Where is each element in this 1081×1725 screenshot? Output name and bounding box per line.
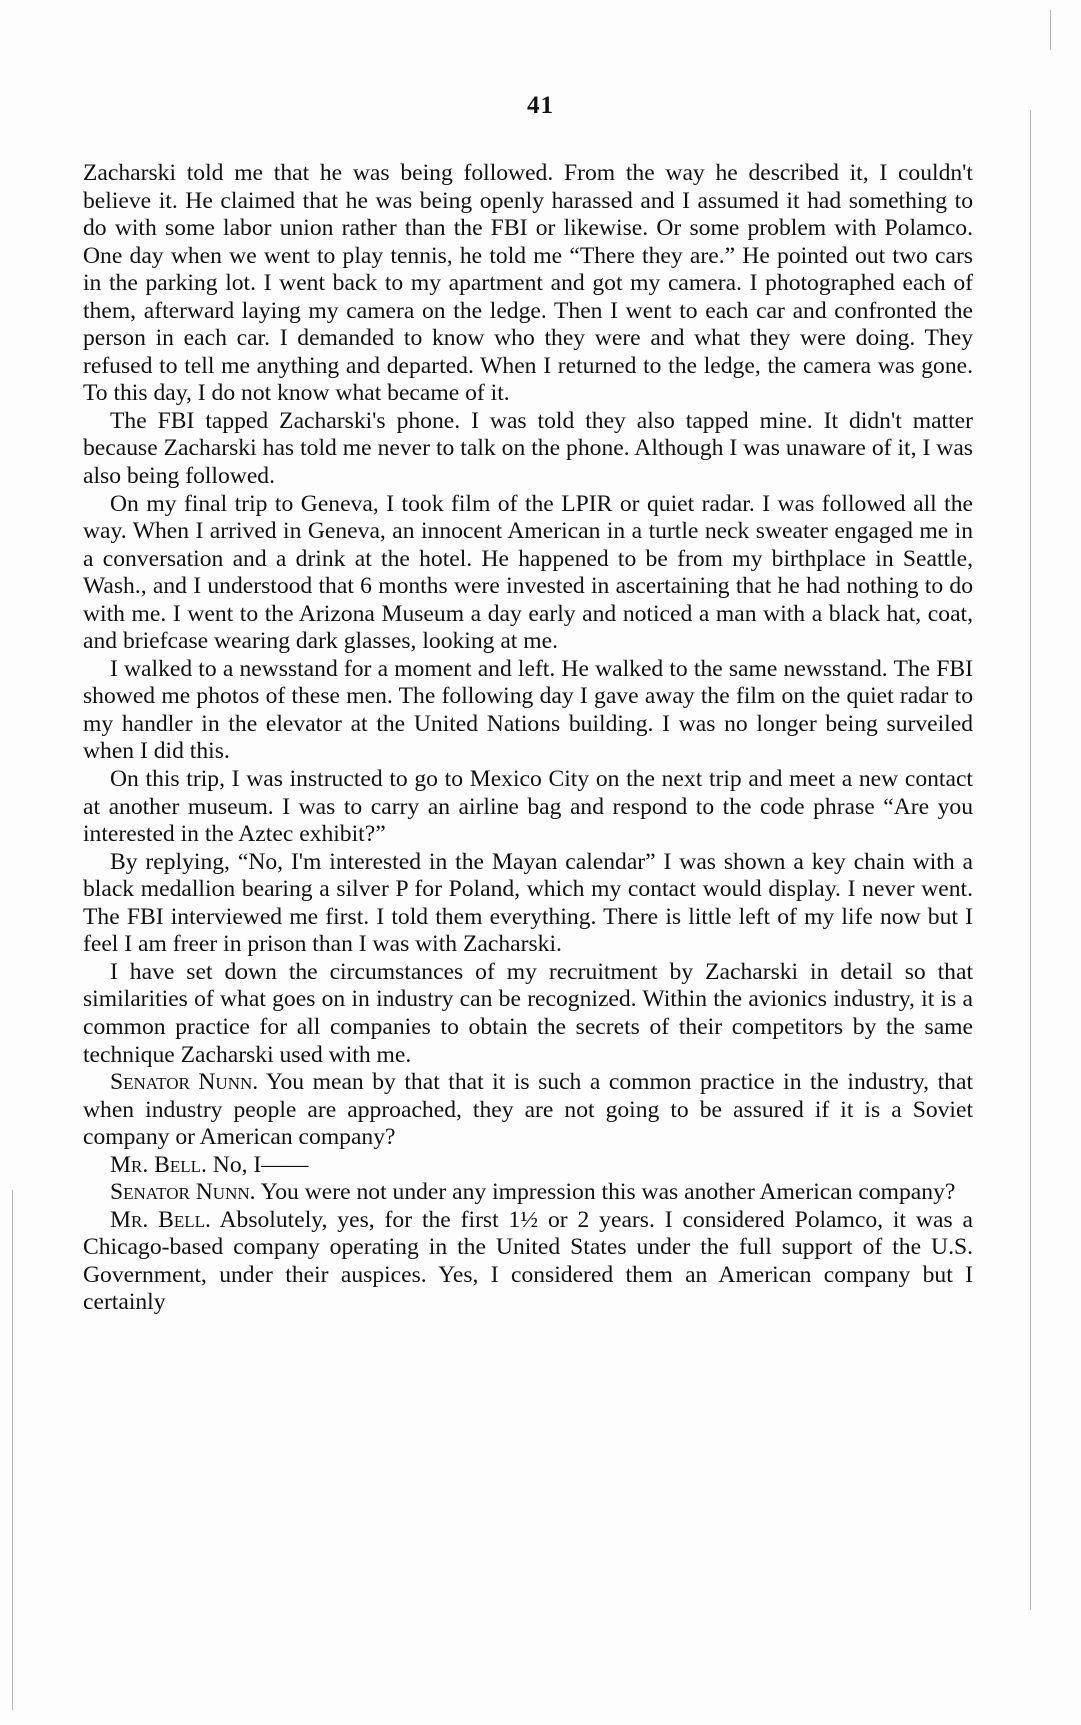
dialogue-paragraph [83,1069,973,1152]
dialogue-paragraph [83,1152,973,1180]
paragraph: By replying, “No, I'm interested in the Mayan calendar” I was shown a key chain with a black medallion bearing a silver P for Poland, which my contact would display. I never went. The FBI interviewed me first. I told them everything. There is little left of my life now but I feel I am freer in prison than I was with Zacharski. [83,848,973,958]
paragraph: On my final trip to Geneva, I took film of the LPIR or quiet radar. I was followed all the way. When I arrived in Geneva, an innocent American in a turtle neck sweater engaged me in a conversation and a drink at the hotel. He happened to be from my birthplace in Seattle, Wash., and I understood that 6 months were invested in ascertaining that he had nothing to do with me. I went to the Arizona Museum a day early and noticed a man with a black hat, coat, and briefcase wearing dark glasses, looking at me. [83,490,973,655]
dialogue-paragraph [83,1207,973,1317]
speaker-name: Mr. Bell. [110,1206,211,1233]
dialogue-paragraph [83,1179,973,1207]
page-number: 41 [527,92,554,119]
paragraph: I have set down the circumstances of my recruitment by Zacharski in detail so that similarities of what goes on in industry can be recognized. Within the avionics industry, it is a common practice for all companies to obtain the secrets of their competitors by the same technique Zacharski used with me. [83,958,973,1068]
speaker-name: Mr. Bell. [110,1151,207,1178]
speech-text: You mean by that that it is such a common practice in the industry, that when industry people are approached, they are not going to be assured if it is a Soviet company or American company? [83,1069,973,1151]
page-edge-mark [1030,110,1031,1610]
speaker-name: Senator Nunn. [110,1179,256,1206]
speech-text: No, I—— [206,1151,309,1178]
document-body [83,160,973,1317]
paragraph: The FBI tapped Zacharski's phone. I was told they also tapped mine. It didn't matter because Zacharski has told me never to talk on the phone. Although I was unaware of it, I was also being followed. [83,407,973,490]
paragraph: On this trip, I was instructed to go to Mexico City on the next trip and meet a new contact at another museum. I was to carry an airline bag and respond to the code phrase “Are you interested in the Aztec exhibit?” [83,766,973,848]
paragraph: I walked to a newsstand for a moment and left. He walked to the same newsstand. The FBI showed me photos of these men. The following day I gave away the film on the quiet radar to my handler in the elevator at the United Nations building. I was no longer being surveiled when I did this. [83,655,973,765]
speech-text: Absolutely, yes, for the first 1½ or 2 years. I considered Polamco, it was a Chicago-based company operating in the United States under the full support of the U.S. Government, under their auspices. Yes, I considered them an American company but I certainly [83,1206,973,1316]
page-edge-mark [12,1190,13,1710]
paragraph: Zacharski told me that he was being followed. From the way he described it, I couldn't believe it. He claimed that he was being openly harassed and I assumed it had something to do with some labor union rather than the FBI or likewise. Or some problem with Polamco. One day when we went to play tennis, he told me “There they are.” He pointed out two cars in the parking lot. I went back to my apartment and got my camera. I photographed each of them, afterward laying my camera on the ledge. Then I went to each car and confronted the person in each car. I demanded to know who they were and what they were doing. They refused to tell me anything and departed. When I returned to the ledge, the camera was gone. To this day, I do not know what became of it. [83,160,973,407]
speaker-name: Senator Nunn. [110,1069,259,1096]
speech-text: You were not under any impression this was another American company? [255,1179,956,1206]
page-edge-mark [1050,10,1051,50]
